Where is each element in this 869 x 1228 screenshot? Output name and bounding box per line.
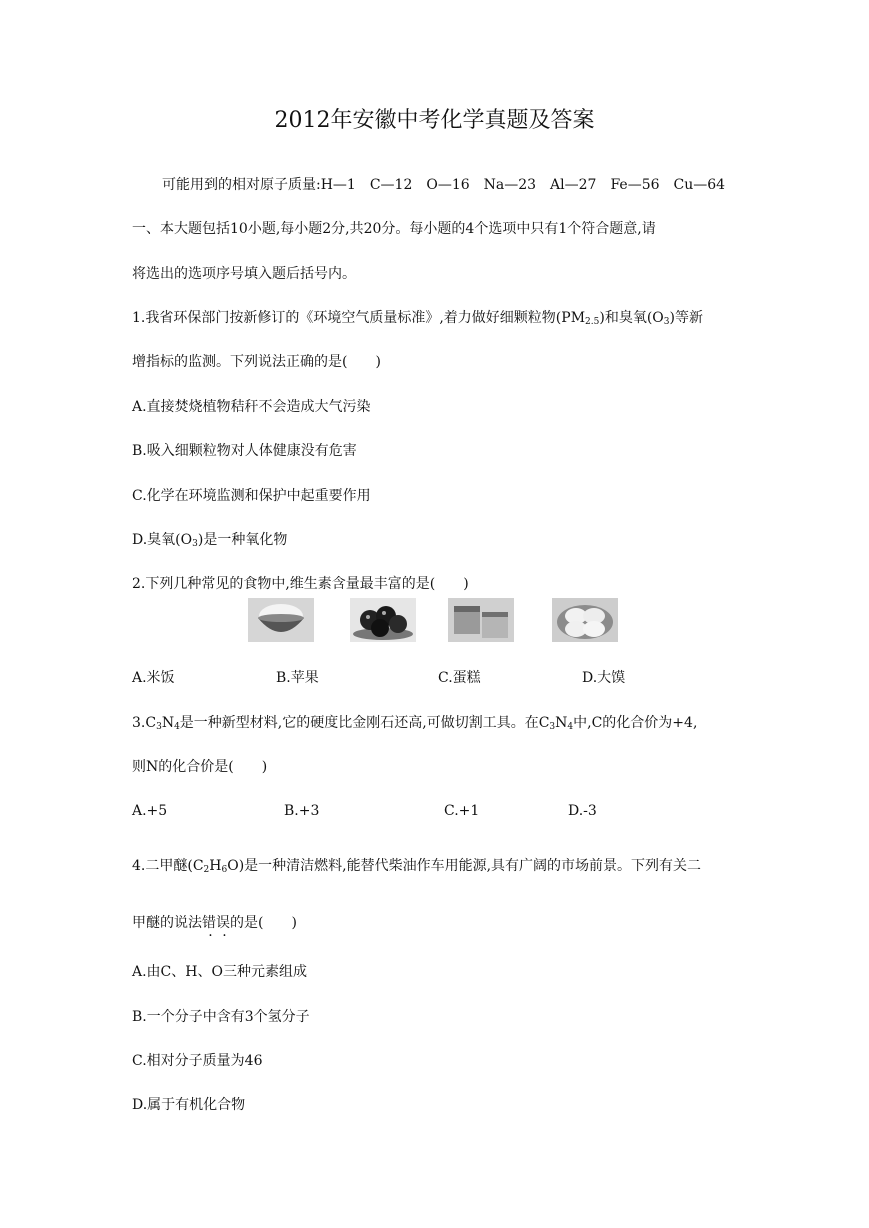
q4-option-a: A.由C、H、O三种元素组成 xyxy=(132,964,307,980)
q1-text-c: )等新 xyxy=(669,310,703,326)
section1-instruction-line2: 将选出的选项序号填入题后括号内。 xyxy=(132,266,356,282)
atomic-masses-line: 可能用到的相对原子质量:H—1 C—12 O—16 Na—23 Al—27 Fe—56 Cu—64 xyxy=(162,177,726,193)
steamed-bun-image xyxy=(552,598,618,642)
food-images xyxy=(248,598,618,644)
q2-stem: 2.下列几种常见的食物中,维生素含量最丰富的是( ) xyxy=(132,576,469,592)
c2-subscript: 2 xyxy=(203,865,210,875)
q1-stem-line1 xyxy=(132,309,703,327)
q4-line2-text-a: 甲醚的说法 xyxy=(132,915,202,931)
q2-option-d: D.大馍 xyxy=(582,670,626,686)
q3-option-a: A.+5 xyxy=(132,803,168,819)
q3-stem-line1 xyxy=(132,714,697,732)
apples-image xyxy=(350,598,416,642)
q1-text-a: 1.我省环保部门按新修订的《环境空气质量标准》,着力做好细颗粒物(PM xyxy=(132,310,586,326)
q1-option-d-text-b: )是一种氧化物 xyxy=(197,532,288,548)
q1-stem-line2: 增指标的监测。下列说法正确的是( ) xyxy=(132,354,381,370)
q4-emphasis-char-2: 误 xyxy=(216,915,230,931)
q2-option-b: B.苹果 xyxy=(276,670,319,686)
q4-option-c: C.相对分子质量为46 xyxy=(132,1053,263,1069)
q1-option-b: B.吸入细颗粒物对人体健康没有危害 xyxy=(132,443,357,459)
q1-option-a: A.直接焚烧植物秸秆不会造成大气污染 xyxy=(132,399,371,415)
q3-option-d: D.-3 xyxy=(568,803,597,819)
q3-stem-line2: 则N的化合价是( ) xyxy=(132,759,268,775)
n4-subscript-2: 4 xyxy=(567,722,574,732)
q1-option-d-text-a: D.臭氧(O xyxy=(132,532,193,548)
q4-stem-line1 xyxy=(132,857,701,875)
q1-option-d xyxy=(132,531,287,549)
q3-text-c: 是一种新型材料,它的硬度比金刚石还高,可做切割工具。在C xyxy=(179,715,550,731)
c3-subscript-2: 3 xyxy=(549,722,556,732)
q4-text-c: O)是一种清洁燃料,能替代柴油作车用能源,具有广阔的市场前景。下列有关二 xyxy=(227,858,702,874)
q4-emphasis-char-1: 错 xyxy=(202,915,216,931)
page-title: 2012年安徽中考化学真题及答案 xyxy=(274,108,595,133)
rice-bowl-image xyxy=(248,598,314,642)
o3-subscript-d: 3 xyxy=(192,539,198,549)
q4-text-a: 4.二甲醚(C xyxy=(132,858,204,874)
q2-option-c: C.蛋糕 xyxy=(438,670,481,686)
q3-option-b: B.+3 xyxy=(284,803,320,819)
q4-option-d: D.属于有机化合物 xyxy=(132,1097,246,1113)
q3-text-d: N xyxy=(555,715,568,731)
o3-subscript: 3 xyxy=(663,317,670,327)
q4-text-b: H xyxy=(209,858,222,874)
cake-image xyxy=(448,598,514,642)
q3-text-b: N xyxy=(161,715,175,731)
q4-stem-line2 xyxy=(132,914,297,932)
c3-subscript: 3 xyxy=(156,722,162,732)
section1-instruction-line1: 一、本大题包括10小题,每小题2分,共20分。每小题的4个选项中只有1个符合题意,请 xyxy=(132,221,656,237)
q3-option-c: C.+1 xyxy=(444,803,480,819)
q1-text-b: )和臭氧(O xyxy=(599,310,664,326)
q4-option-b: B.一个分子中含有3个氢分子 xyxy=(132,1009,310,1025)
q3-text-e: 中,C的化合价为+4, xyxy=(573,715,698,731)
h6-subscript: 6 xyxy=(221,865,228,875)
q4-line2-text-b: 的是( ) xyxy=(230,915,297,931)
q2-option-a: A.米饭 xyxy=(132,670,175,686)
q3-text-a: 3.C xyxy=(132,715,157,731)
q1-option-c: C.化学在环境监测和保护中起重要作用 xyxy=(132,488,371,504)
n4-subscript: 4 xyxy=(174,722,180,732)
pm-subscript: 2.5 xyxy=(585,317,600,327)
